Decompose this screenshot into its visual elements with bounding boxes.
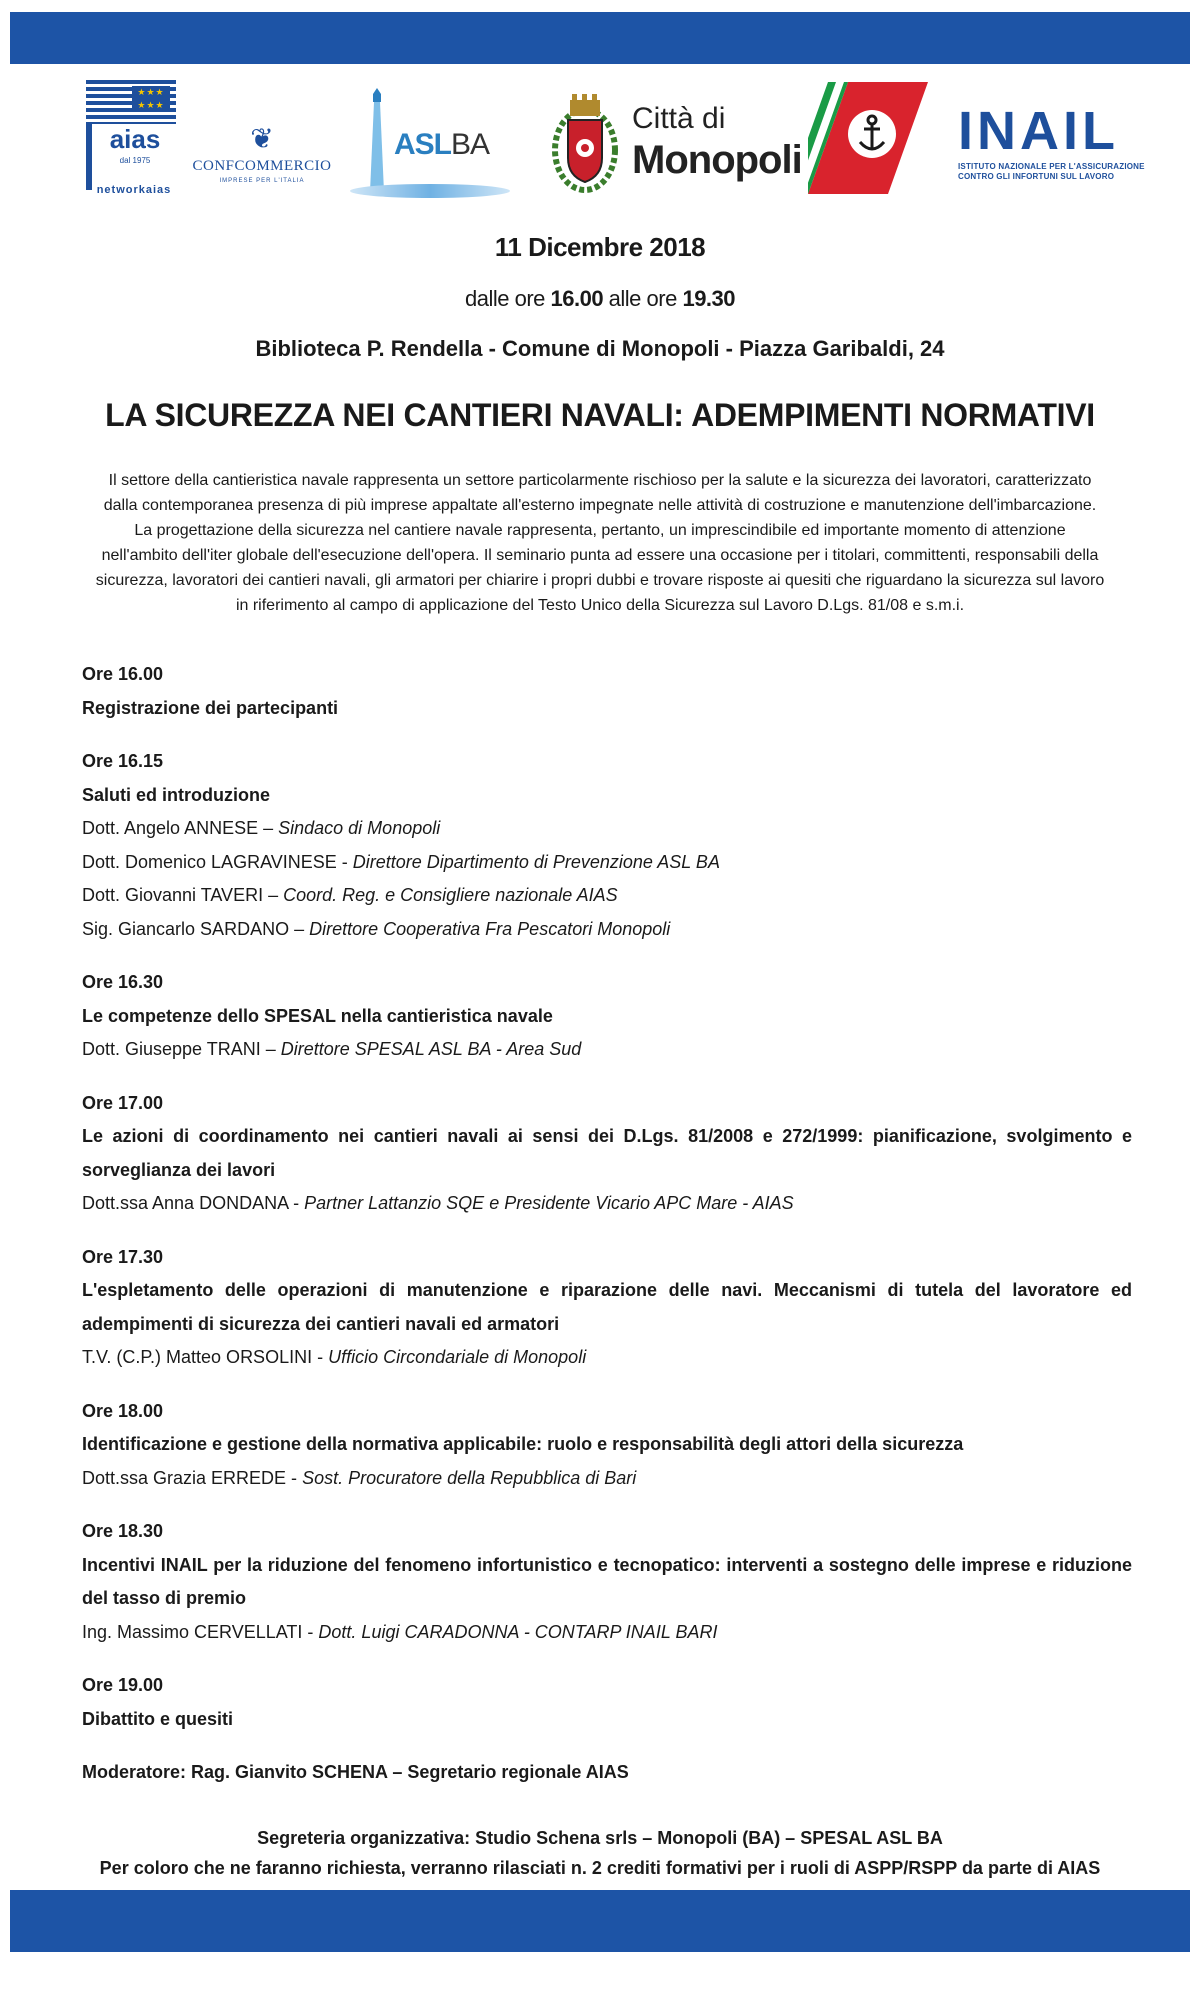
program-session — [82, 966, 1132, 1067]
organizing-secretariat: Segreteria organizzativa: Studio Schena srls – Monopoli (BA) – SPESAL ASL BA — [257, 1828, 943, 1848]
session-time: Ore 19.00 — [82, 1675, 164, 1695]
session-time: Ore 18.30 — [82, 1521, 164, 1541]
session-topic: Saluti ed introduzione — [82, 784, 270, 805]
session-topic: Incentivi INAIL per la riduzione del fenomeno infortunistico e tecnopatico: interventi a sostegno delle imprese e riduzione del tasso di premio — [82, 1554, 1132, 1608]
speaker-role: Direttore SPESAL ASL BA - Area Sud — [280, 1039, 582, 1059]
session-speaker — [82, 812, 1132, 846]
session-speaker — [82, 913, 1132, 947]
program-session — [82, 1515, 1132, 1649]
eagle-icon: ❦ — [250, 123, 274, 154]
training-credits-note: Per coloro che ne faranno richiesta, verranno rilasciati n. 2 crediti formativi per i ruoli di ASPP/RSPP da parte di AIAS — [99, 1858, 1101, 1878]
speaker-name: Dott. Giuseppe TRANI – — [82, 1039, 281, 1059]
session-topic: Dibattito e quesiti — [82, 1708, 234, 1729]
city-crest-icon — [550, 86, 620, 198]
session-topic: Le azioni di coordinamento nei cantieri navali ai sensi dei D.Lgs. 81/2008 e 272/1999: pianificazione, svolgimento e sorveglianza dei lavori — [82, 1126, 1132, 1180]
program-session — [82, 745, 1132, 946]
session-time: Ore 17.00 — [82, 1092, 164, 1113]
session-time: Ore 16.15 — [82, 751, 164, 771]
event-title: LA SICUREZZA NEI CANTIERI NAVALI: ADEMPIMENTI NORMATIVI — [105, 397, 1095, 433]
speaker-role: Sindaco di Monopoli — [278, 818, 441, 838]
speaker-role: Ufficio Circondariale di Monopoli — [328, 1347, 587, 1367]
speaker-name: Dott. Angelo ANNESE – — [82, 818, 279, 838]
eu-stars-icon: ★★★ ★★★ — [132, 86, 170, 112]
session-speaker — [82, 1616, 1132, 1650]
coast-guard-logo — [808, 82, 928, 194]
session-time: Ore 16.00 — [82, 664, 164, 684]
session-topic: Le competenze dello SPESAL nella cantieristica navale — [82, 1005, 553, 1026]
speaker-role: Dott. Luigi CARADONNA - CONTARP INAIL BARI — [318, 1621, 718, 1642]
program-session — [82, 1087, 1132, 1221]
session-time: Ore 16.30 — [82, 972, 164, 992]
speaker-name: Sig. Giancarlo SARDANO – — [82, 918, 310, 939]
session-topic: Identificazione e gestione della normativa applicabile: ruolo e responsabilità degli attori della sicurezza — [82, 1434, 964, 1454]
program-session — [82, 1395, 1132, 1496]
partner-logos — [80, 78, 1160, 208]
asl-ba-logo: ASLBA — [350, 88, 510, 198]
session-topic: L'espletamento delle operazioni di manutenzione e riparazione delle navi. Meccanismi di tutela del lavoratore ed adempimenti di sicurezza dei cantieri navali ed armatori — [82, 1280, 1132, 1334]
program-schedule — [82, 658, 1132, 1790]
session-time: Ore 17.30 — [82, 1246, 164, 1267]
event-venue: Biblioteca P. Rendella - Comune di Monopoli - Piazza Garibaldi, 24 — [255, 336, 945, 361]
session-speaker — [82, 1187, 1132, 1221]
confcommercio-logo: ❦ CONFCOMMERCIO IMPRESE PER L'ITALIA — [192, 123, 332, 184]
program-session — [82, 658, 1132, 725]
speaker-role: Direttore Cooperativa Fra Pescatori Monopoli — [309, 918, 671, 939]
event-time: dalle ore 16.00 alle ore 19.30 — [464, 286, 736, 311]
session-topic: Registrazione dei partecipanti — [82, 697, 339, 718]
program-session — [82, 1669, 1132, 1736]
speaker-role: Coord. Reg. e Consigliere nazionale AIAS — [283, 885, 618, 905]
bottom-color-band — [10, 1890, 1190, 1952]
top-color-band — [10, 12, 1190, 64]
session-speaker — [82, 846, 1132, 880]
citta-di-monopoli-logo: Città di Monopoli — [550, 86, 770, 201]
session-speaker — [82, 1033, 1132, 1067]
event-intro-paragraph: Il settore della cantieristica navale rappresenta un settore particolarmente rischioso per la salute e la sicurezza dei lavoratori, caratterizzato dalla contemporanea presenza di più imprese appaltate all'esterno impegnate nelle attività di costruzione e manutenzione dell'imbarcazione. La progettazione della sicurezza nel cantiere navale rappresenta, pertanto, un imprescindibile ed importante momento di attenzione nell'ambito dell'iter globale dell'esecuzione dell'opera. Il seminario punta ad essere una occasione per i titolari, committenti, responsabili della sicurezza, lavoratori dei cantieri navali, gli armatori per chiarire i propri dubbi e trovare risposte ai quesiti che riguardano la sicurezza sul lavoro in riferimento al campo di applicazione del Testo Unico della Sicurezza sul Lavoro D.Lgs. 81/08 e s.m.i. — [95, 472, 1105, 614]
speaker-role: Sost. Procuratore della Repubblica di Bari — [302, 1467, 637, 1488]
speaker-role: Direttore Dipartimento di Prevenzione ASL BA — [352, 851, 720, 872]
aias-logo: ★★★ ★★★ aias dal 1975 networkaias — [86, 80, 176, 200]
speaker-name: Dott.ssa Anna DONDANA - — [82, 1193, 305, 1213]
event-date: 11 Dicembre 2018 — [494, 232, 706, 262]
session-speaker — [82, 1462, 1132, 1496]
program-session — [82, 1241, 1132, 1375]
moderator: Moderatore: Rag. Gianvito SCHENA – Segretario regionale AIAS — [82, 1762, 629, 1782]
speaker-name: T.V. (C.P.) Matteo ORSOLINI - — [82, 1347, 329, 1367]
session-speaker — [82, 879, 1132, 913]
lighthouse-icon — [368, 88, 386, 192]
speaker-name: Dott. Giovanni TAVERI – — [82, 885, 284, 905]
speaker-name: Ing. Massimo CERVELLATI - — [82, 1621, 319, 1642]
speaker-name: Dott.ssa Grazia ERREDE - — [82, 1467, 303, 1488]
session-speaker — [82, 1341, 1132, 1375]
inail-logo: INAIL ISTITUTO NAZIONALE PER L'ASSICURAZIONE CONTRO GLI INFORTUNI SUL LAVORO — [958, 101, 1145, 181]
speaker-role: Partner Lattanzio SQE e Presidente Vicario APC Mare - AIAS — [304, 1193, 794, 1213]
speaker-name: Dott. Domenico LAGRAVINESE - — [82, 851, 353, 872]
session-time: Ore 18.00 — [82, 1400, 164, 1421]
